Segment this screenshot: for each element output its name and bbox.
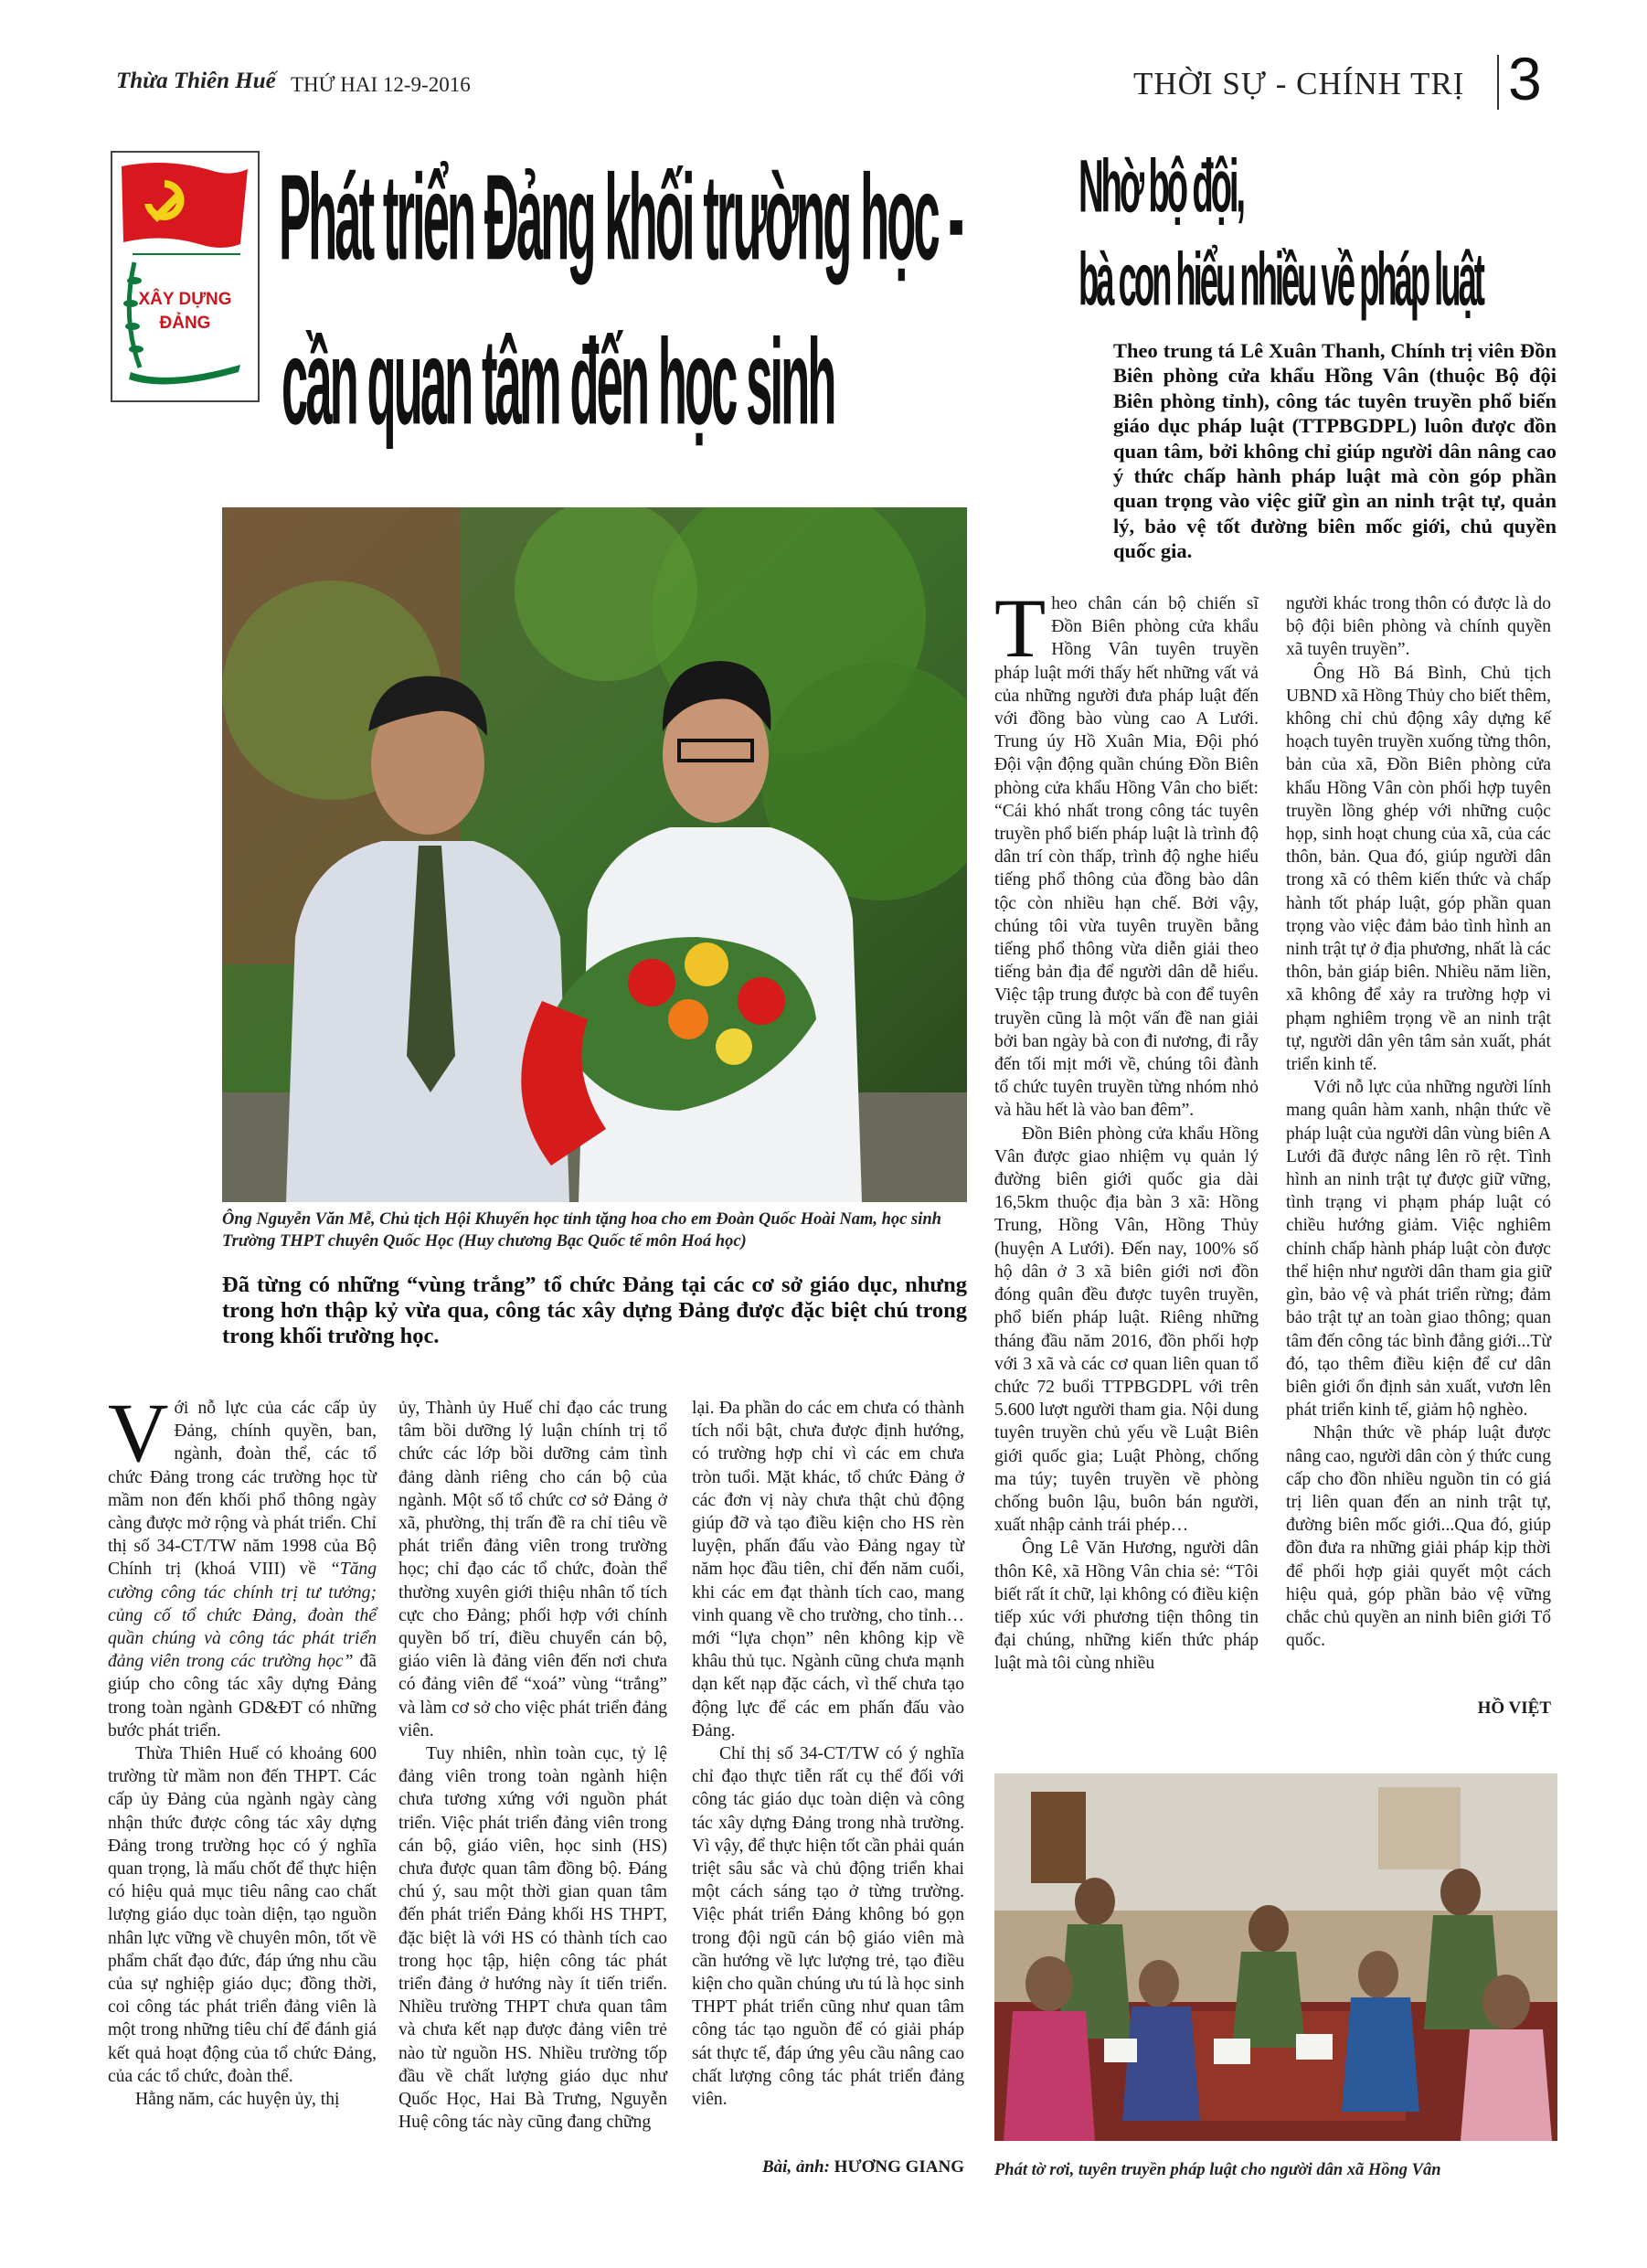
article1-col1-p3: Hằng năm, các huyện ủy, thị	[135, 2090, 340, 2110]
paper-name: Thừa Thiên Huế	[116, 69, 276, 93]
article2-column-1	[994, 581, 1259, 1676]
logo-text-1: XÂY DỰNG	[138, 290, 232, 309]
article1-photo	[222, 507, 967, 1202]
article2-dropcap: T	[994, 581, 1047, 675]
article1-col3-p2: Chỉ thị số 34-CT/TW có ý nghĩa chỉ đạo thực tiễn rất cụ thể đối với công tác giáo dục toàn diện và công tác xây dựng Đảng trong nhà trường. Vì vậy, để thực hiện tốt cần phải quán triệt sâu sắc và chủ động triển khai một cách sáng tạo ở từng trường. Việc phát triển Đảng không bó gọn trong đội ngũ cán bộ giáo viên mà cần hướng về lực lượng trẻ, tạo điều kiện cho quần chúng ưu tú là học sinh THPT phát triển cũng như quan tâm công tác tạo nguồn để có giải pháp sát thực tế, đáp ứng yêu cầu nâng cao chất lượng công tác phát triển đảng viên.	[692, 1744, 964, 2110]
article2-col1-p3: Ông Lê Văn Hương, người dân thôn Kê, xã Hồng Vân chia sẻ: “Tôi biết rất ít chữ, lại không có điều kiện tiếp xúc với phương tiện thông tin đại chúng, những kiến thức pháp luật mà tôi cùng nhiều	[994, 1539, 1259, 1674]
masthead	[0, 0, 1647, 137]
article2-col1-p2: Đồn Biên phòng cửa khẩu Hồng Vân được giao nhiệm vụ quản lý đường biên giới quốc gia dài 16,5km thuộc địa bàn 3 xã: Hồng Trung, Hồng Vân, Hồng Thủy (huyện A Lưới). Đến nay, 100% số hộ dân ở 3 xã biên giới nơi đồn đóng quân đều được tuyên truyền, phổ biến pháp luật. Riêng những tháng đầu năm 2016, đồn phối hợp với 3 xã và các cơ quan liên quan tổ chức 72 buổi TTPBGDPL với trên 5.600 lượt người tham gia. Nội dung tuyên truyền chủ yếu về Luật Biên giới quốc gia; Luật Phòng, chống ma túy; tuyên truyền về phòng chống buôn lậu, buôn bán người, xuất nhập cảnh trái phép…	[994, 1123, 1259, 1536]
article2-photo	[994, 1773, 1557, 2141]
article1-byline-prefix: Bài, ảnh:	[762, 2157, 830, 2177]
article2-column-2	[1286, 592, 1551, 1652]
article2-col2-p4: Nhận thức về pháp luật được nâng cao, người dân còn ý thức cung cấp cho đồn nhiều nguồn tin có giá trị liên quan đến an ninh trật tự, đường biên mốc giới...Qua đó, giúp đồn đưa ra những giải pháp kịp thời để phối hợp giải quyết một cách hiệu quả, góp phần bảo vệ vững chắc chủ quyền an ninh biên giới Tổ quốc.	[1286, 1423, 1551, 1651]
article1-col2-p2: Tuy nhiên, nhìn toàn cục, tỷ lệ đảng viên trong toàn ngành hiện chưa tương xứng với nguồn phát triển. Việc phát triển đảng viên trong cán bộ, giáo viên, học sinh (HS) chưa được quan tâm đồng bộ. Đáng chú ý, sau một thời gian quan tâm đến phát triển Đảng khối HS THPT, đặc biệt là với HS có thành tích cao trong học tập, hiện công tác phát triển đảng ở hướng này ít tiến triển. Nhiều trường THPT chưa quan tâm và chưa kết nạp được đảng viên trẻ nào từ nguồn HS. Nhiều trường tốp đầu về chất lượng giáo dục như Quốc Học, Hai Bà Trưng, Nguyễn Huệ công tác này cũng đang chững	[398, 1744, 667, 2133]
section-title: THỜI SỰ - CHÍNH TRỊ	[1133, 66, 1465, 101]
article2-col1-p1: heo chân cán bộ chiến sĩ Đồn Biên phòng cửa khẩu Hồng Vân tuyên truyền pháp luật mới thấy hết những vất vả của những người đưa pháp luật đến với đồng bào vùng cao A Lưới. Trung úy Hồ Xuân Mia, Đội phó Đội vận động quần chúng Đồn Biên phòng cửa khẩu Hồng Vân cho biết: “Cái khó nhất trong công tác tuyên truyền phổ biến pháp luật là trình độ dân trí còn thấp, trình độ nghe hiểu tiếng phổ thông của đồng bào dân tộc còn nhiều hạn chế. Bởi vậy, chúng tôi vừa tuyên truyền bằng tiếng phổ thông vừa diễn giải theo tiếng bản địa để người dân dễ hiểu. Việc tập trung được bà con để tuyên truyền cũng là một vấn đề nan giải bởi ban ngày bà con đi nương, đi rẫy đến tối mịt mới về, chúng tôi đành tổ chức tuyên truyền từng nhóm nhỏ và hầu hết là vào ban đêm”.	[994, 594, 1259, 1121]
article1-sapo: Đã từng có những “vùng trắng” tổ chức Đảng tại các cơ sở giáo dục, nhưng trong hơn thập kỷ vừa qua, công tác xây dựng Đảng được đặc biệt chú trong trong khối trường học.	[222, 1272, 967, 1348]
article2-sapo: Theo trung tá Lê Xuân Thanh, Chính trị viên Đồn Biên phòng cửa khẩu Hồng Vân (thuộc Bộ đội Biên phòng tỉnh), công tác tuyên truyền phổ biến giáo dục pháp luật (TTPBGDPL) luôn được đồn quan tâm, bởi không chỉ giúp người dân nâng cao ý thức chấp hành pháp luật mà còn góp phần quan trọng vào việc giữ gìn an ninh trật tự, quản lý, bảo vệ tốt đường biên mốc giới, chủ quyền quốc gia.	[1113, 339, 1557, 563]
party-building-logo	[111, 151, 260, 402]
article1-col1-quote: “Tăng cường công tác chính trị tư tưởng; củng cố tổ chức Đảng, đoàn thể quần chúng và công tác phát triển đảng viên trong các trường học”	[108, 1560, 377, 1672]
article1-col1-p1: ới nỗ lực của các cấp ủy Đảng, chính quyền, ban, ngành, đoàn thể, các tổ chức Đảng trong các trường học từ mầm non đến khối phổ thông ngày càng được mở rộng và phát triển. Chỉ thị số 34-CT/TW năm 1998 của Bộ Chính trị (khoá VIII) về	[108, 1399, 377, 1580]
article1-column-2	[398, 1397, 667, 2135]
article2-byline: HỒ VIỆT	[1477, 1698, 1551, 1718]
article1-col1-p1-end: đã giúp cho công tác xây dựng Đảng trong toàn ngành GD&ĐT có những bước phát triển.	[108, 1652, 377, 1741]
article1-title-line2: cần quan tâm đến học sinh	[282, 315, 834, 451]
article1-byline	[692, 2157, 964, 2177]
header-divider	[1497, 55, 1499, 110]
article1-col1-p2: Thừa Thiên Huế có khoảng 600 trường từ mầm non đến THPT. Các cấp ủy Đảng của ngành ngày càng nhận thức được công tác xây dựng Đảng trong trường học có ý nghĩa quan trọng, là mấu chốt để thực hiện có hiệu quả mục tiêu nâng cao chất lượng giáo dục toàn diện, tạo nguồn nhân lực vững về chuyên môn, tốt về phẩm chất đạo đức, đáp ứng nhu cầu của sự nghiệp giáo dục; đồng thời, coi công tác phát triển đảng viên là một trong những tiêu chí để đánh giá kết quả hoạt động của tổ chức Đảng, của các tổ chức, đoàn thể.	[108, 1744, 377, 2086]
article1-col3-p1: lại. Đa phần do các em chưa có thành tích nổi bật, chưa được định hướng, có trường hợp chỉ vì các em chưa tròn tuổi. Mặt khác, tổ chức Đảng ở các đơn vị này chưa thật chủ động giúp đỡ và tạo điều kiện cho HS rèn luyện, phấn đấu vào Đảng ngay từ năm học đầu tiên, chỉ đến năm cuối, khi các em đạt thành tích cao, mang vinh quang về cho trường, cho tỉnh… mới “lựa chọn” nên không kịp về khâu thủ tục. Ngành cũng chưa mạnh dạn kết nạp đặc cách, vì thế chưa tạo động lực để các em phấn đấu vào Đảng.	[692, 1399, 964, 1741]
article2-photo-caption: Phát tờ rơi, tuyên truyền pháp luật cho người dân xã Hồng Vân	[994, 2161, 1441, 2179]
issue-date: THỨ HAI 12-9-2016	[291, 73, 471, 96]
article1-column-1	[108, 1386, 377, 2111]
article2-col2-p3: Với nỗ lực của những người lính mang quân hàm xanh, nhận thức về pháp luật của người dân vùng biên A Lưới đã được nâng lên rõ rệt. Tình hình an ninh trật tự được giữ vững, tình trạng vi phạm pháp luật có chiều hướng giảm. Việc nghiêm chỉnh chấp hành pháp luật còn được thể hiện như người dân tham gia giữ gìn, bảo vệ và phát triển rừng; đảm bảo trật tự an toàn giao thông; quan tâm đến công tác bình đẳng giới...Từ đó, tạo thêm điều kiện để cư dân biên giới ổn định sản xuất, vươn lên phát triển kinh tế, giảm hộ nghèo.	[1286, 1078, 1551, 1421]
article1-photo-caption: Ông Nguyễn Văn Mễ, Chủ tịch Hội Khuyến học tỉnh tặng hoa cho em Đoàn Quốc Hoài Nam, học sinh Trường THPT chuyên Quốc Học (Huy chương Bạc Quốc tế môn Hoá học)	[222, 1210, 941, 1251]
article1-col2-p1: ủy, Thành ủy Huế chỉ đạo các trung tâm bồi dưỡng lý luận chính trị tổ chức các lớp bồi dưỡng cảm tình đảng dành riêng cho cán bộ của ngành. Một số tổ chức cơ sở Đảng ở xã, phường, thị trấn đề ra chỉ tiêu về phát triển đảng viên trong trường học; chỉ đạo các tổ chức, đoàn thể thường xuyên giới thiệu nhân tố tích cực cho Đảng; phối hợp với chính quyền bố trí, điều chuyển cán bộ, giáo viên là đảng viên đến nơi chưa có đảng viên để “xoá” vùng “trắng” và làm cơ sở cho việc phát triển đảng viên.	[398, 1399, 667, 1741]
article1-title-line1: Phát triển Đảng khối trường học -	[279, 151, 962, 286]
article2-col2-p2: Ông Hồ Bá Bình, Chủ tịch UBND xã Hồng Thủy cho biết thêm, không chỉ chủ động xây dựng kế hoạch tuyên truyền xuống từng thôn, bản của xã, Đồn Biên phòng cửa khẩu Hồng Vân còn phối hợp tuyên truyền lồng ghép với những cuộc họp, sinh hoạt chung của xã, của các thôn, bản. Qua đó, giúp người dân trong xã có thêm kiến thức và chấp hành tốt pháp luật, góp phần quan trọng vào việc đảm bảo tình hình an ninh trật tự ở địa phương, nhất là các thôn, bản giáp biên. Nhiều năm liền, xã không để xảy ra trường hợp vi phạm nghiêm trọng về an ninh trật tự, người dân yên tâm sản xuất, phát triển kinh tế.	[1286, 663, 1551, 1075]
party-flag-icon	[112, 153, 258, 400]
article2-title-line1: Nhờ bộ đội,	[1079, 146, 1243, 229]
article1-byline-name: HƯƠNG GIANG	[834, 2157, 964, 2177]
logo-text-2: ĐẢNG	[159, 314, 211, 333]
article2-title-line2: bà con hiểu nhiều về pháp luật	[1079, 240, 1482, 323]
article1-dropcap: V	[108, 1386, 169, 1479]
article2-col2-p1: người khác trong thôn có được là do bộ đội biên phòng và chính quyền xã tuyên truyền”.	[1286, 594, 1551, 660]
page-number: 3	[1508, 45, 1542, 112]
article1-column-3	[692, 1397, 964, 2111]
